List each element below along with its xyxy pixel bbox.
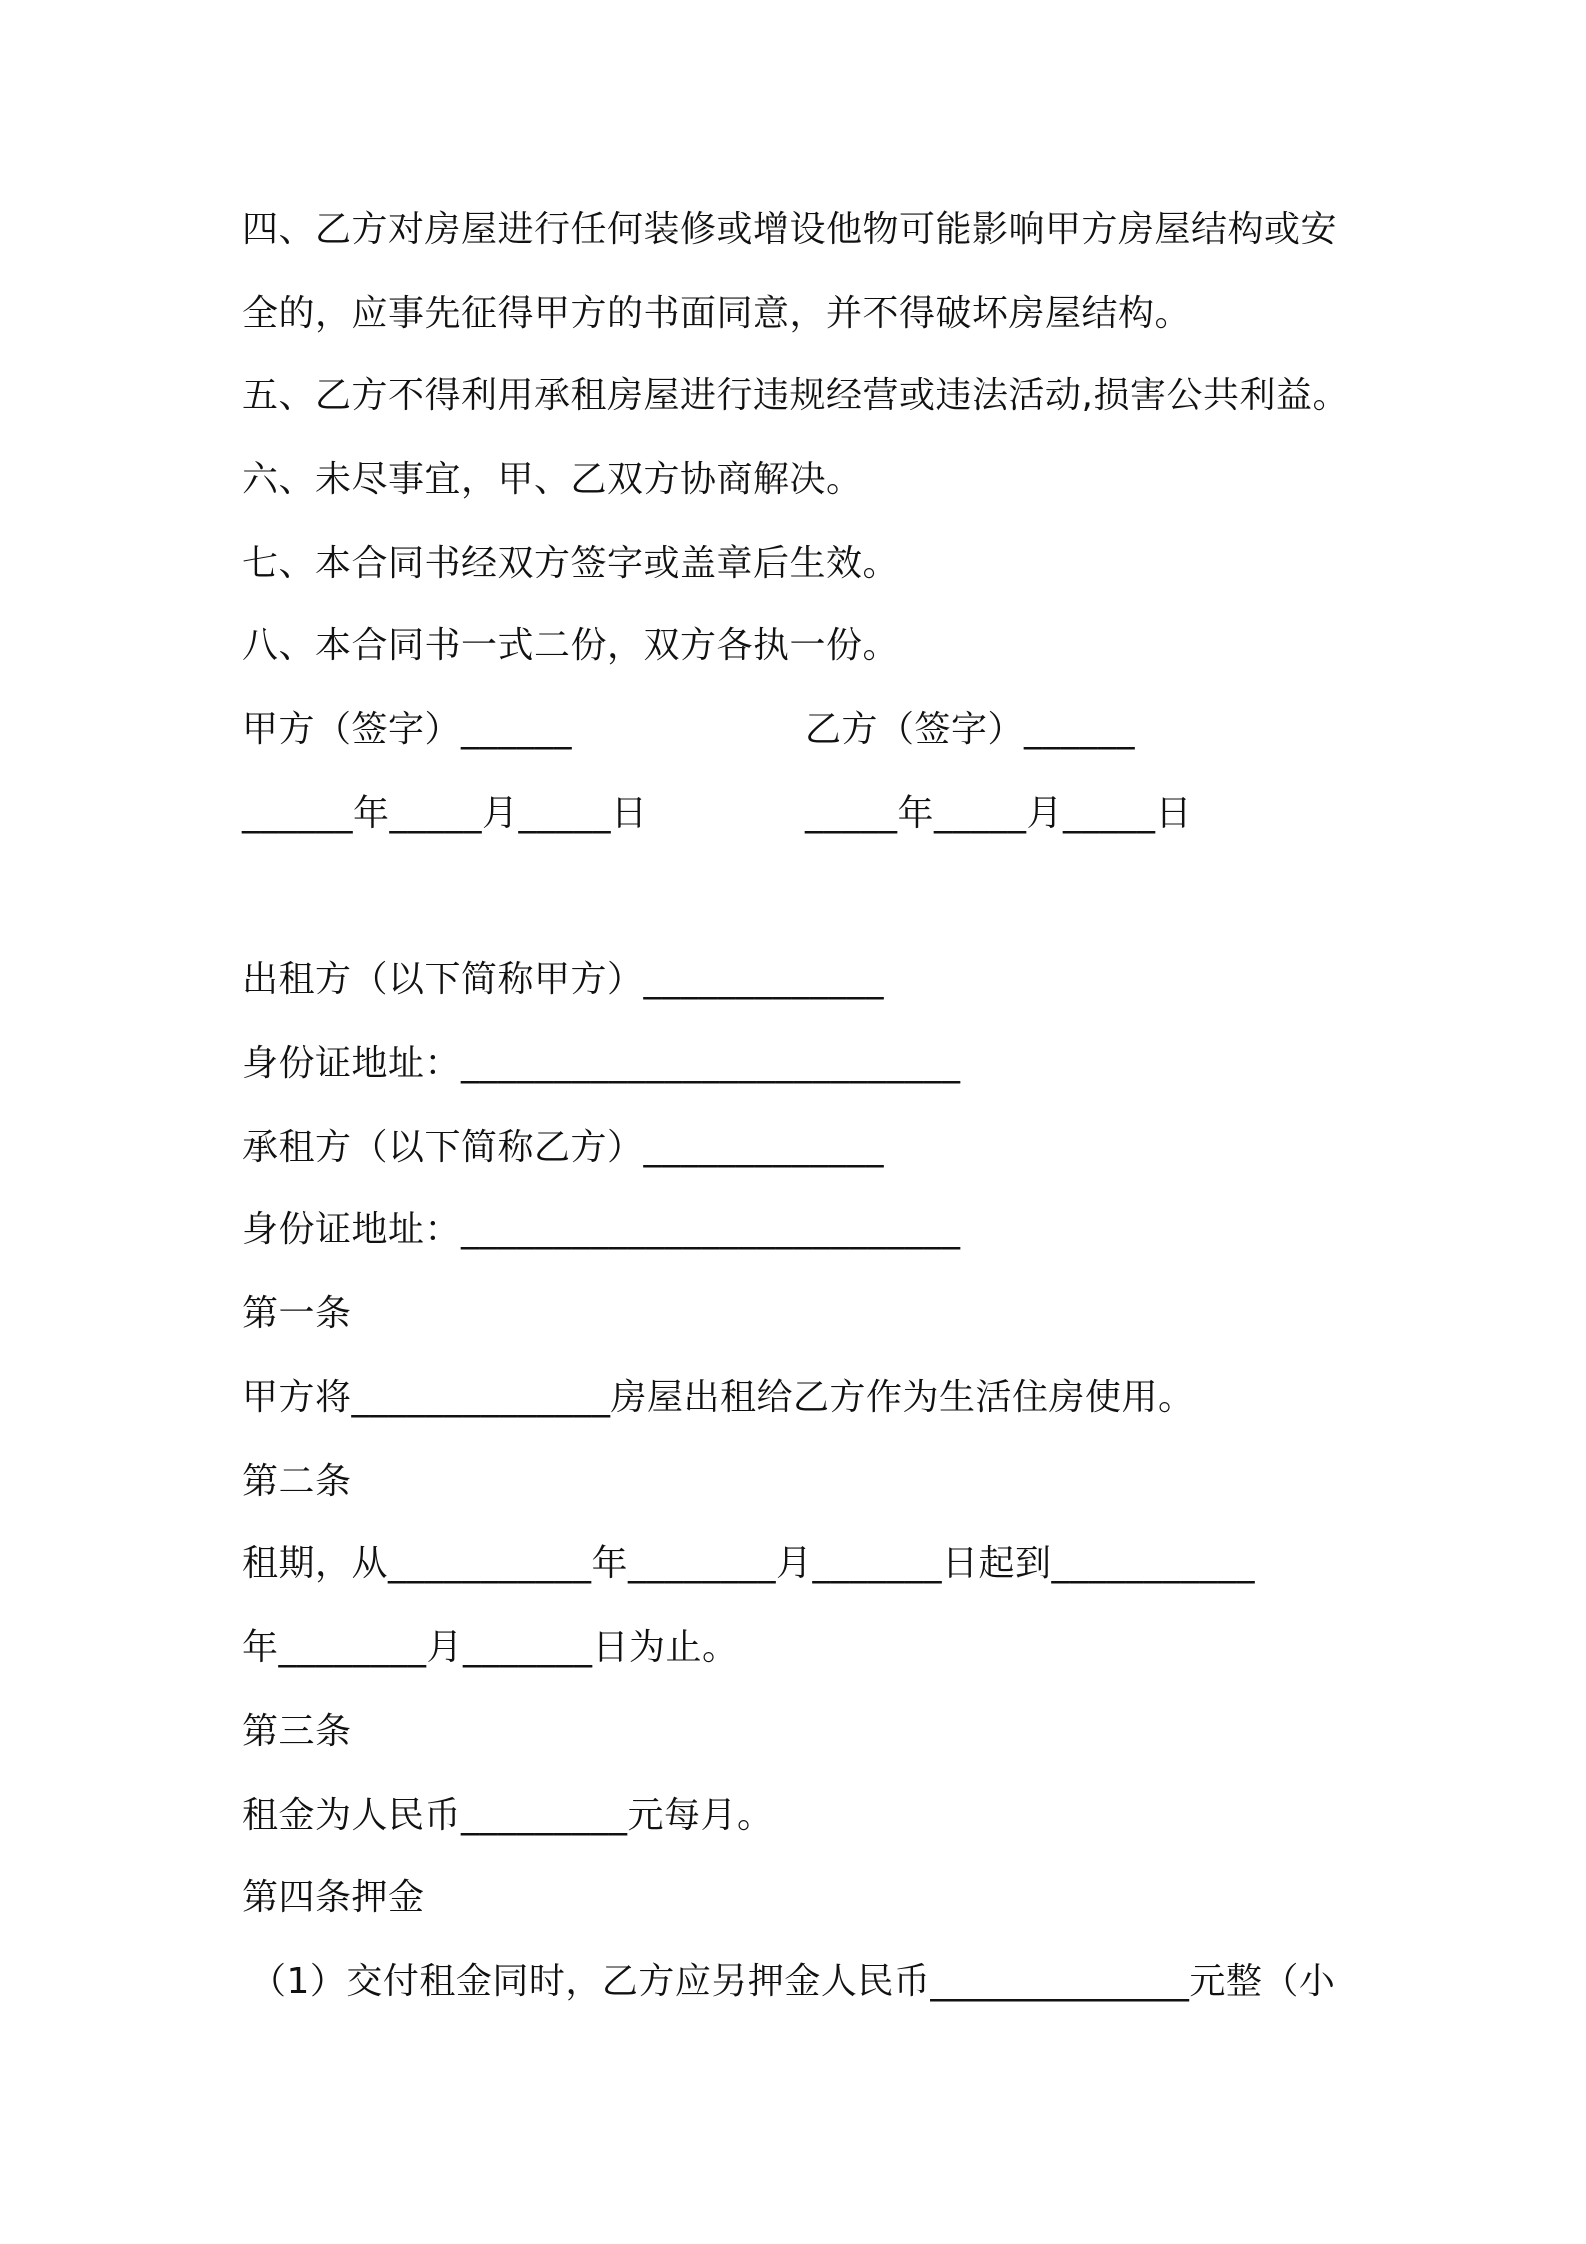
lessee-line: 承租方（以下简称乙方）_____________ (242, 1127, 885, 1168)
article-3-text: 租金为人民币_________元每月。 (242, 1795, 774, 1836)
article-2-line-2: 年________月_______日为止。 (242, 1627, 739, 1668)
party-a-date: ______年_____月_____日 (242, 793, 648, 834)
lessor-line: 出租方（以下简称甲方）_____________ (242, 959, 885, 1000)
party-a-signature: 甲方（签字）______ (242, 709, 573, 750)
article-4-title: 第四条押金 (242, 1877, 425, 1918)
party-b-signature: 乙方（签字）______ (805, 709, 1136, 750)
article-1-text: 甲方将______________房屋出租给乙方作为生活住房使用。 (242, 1377, 1195, 1418)
clause-4-line-1: 四、乙方对房屋进行任何装修或增设他物可能影响甲方房屋结构或安 (242, 209, 1338, 250)
article-4-item-1: （1）交付租金同时，乙方应另押金人民币______________元整（小 (250, 1961, 1336, 2002)
clause-7: 七、本合同书经双方签字或盖章后生效。 (242, 543, 900, 584)
article-1-title: 第一条 (242, 1293, 352, 1334)
clause-5: 五、乙方不得利用承租房屋进行违规经营或违法活动,损害公共利益。 (242, 375, 1349, 416)
clause-4-line-2: 全的，应事先征得甲方的书面同意，并不得破坏房屋结构。 (242, 293, 1192, 334)
article-2-line-1: 租期，从___________年________月_______日起到___________ (242, 1543, 1256, 1584)
party-b-date: _____年_____月_____日 (805, 793, 1193, 834)
article-2-title: 第二条 (242, 1461, 352, 1502)
lessee-id-address: 身份证地址：___________________________ (242, 1209, 961, 1250)
clause-6: 六、未尽事宜，甲、乙双方协商解决。 (242, 459, 863, 500)
lessor-id-address: 身份证地址：___________________________ (242, 1043, 961, 1084)
article-3-title: 第三条 (242, 1711, 352, 1752)
clause-8: 八、本合同书一式二份，双方各执一份。 (242, 625, 900, 666)
